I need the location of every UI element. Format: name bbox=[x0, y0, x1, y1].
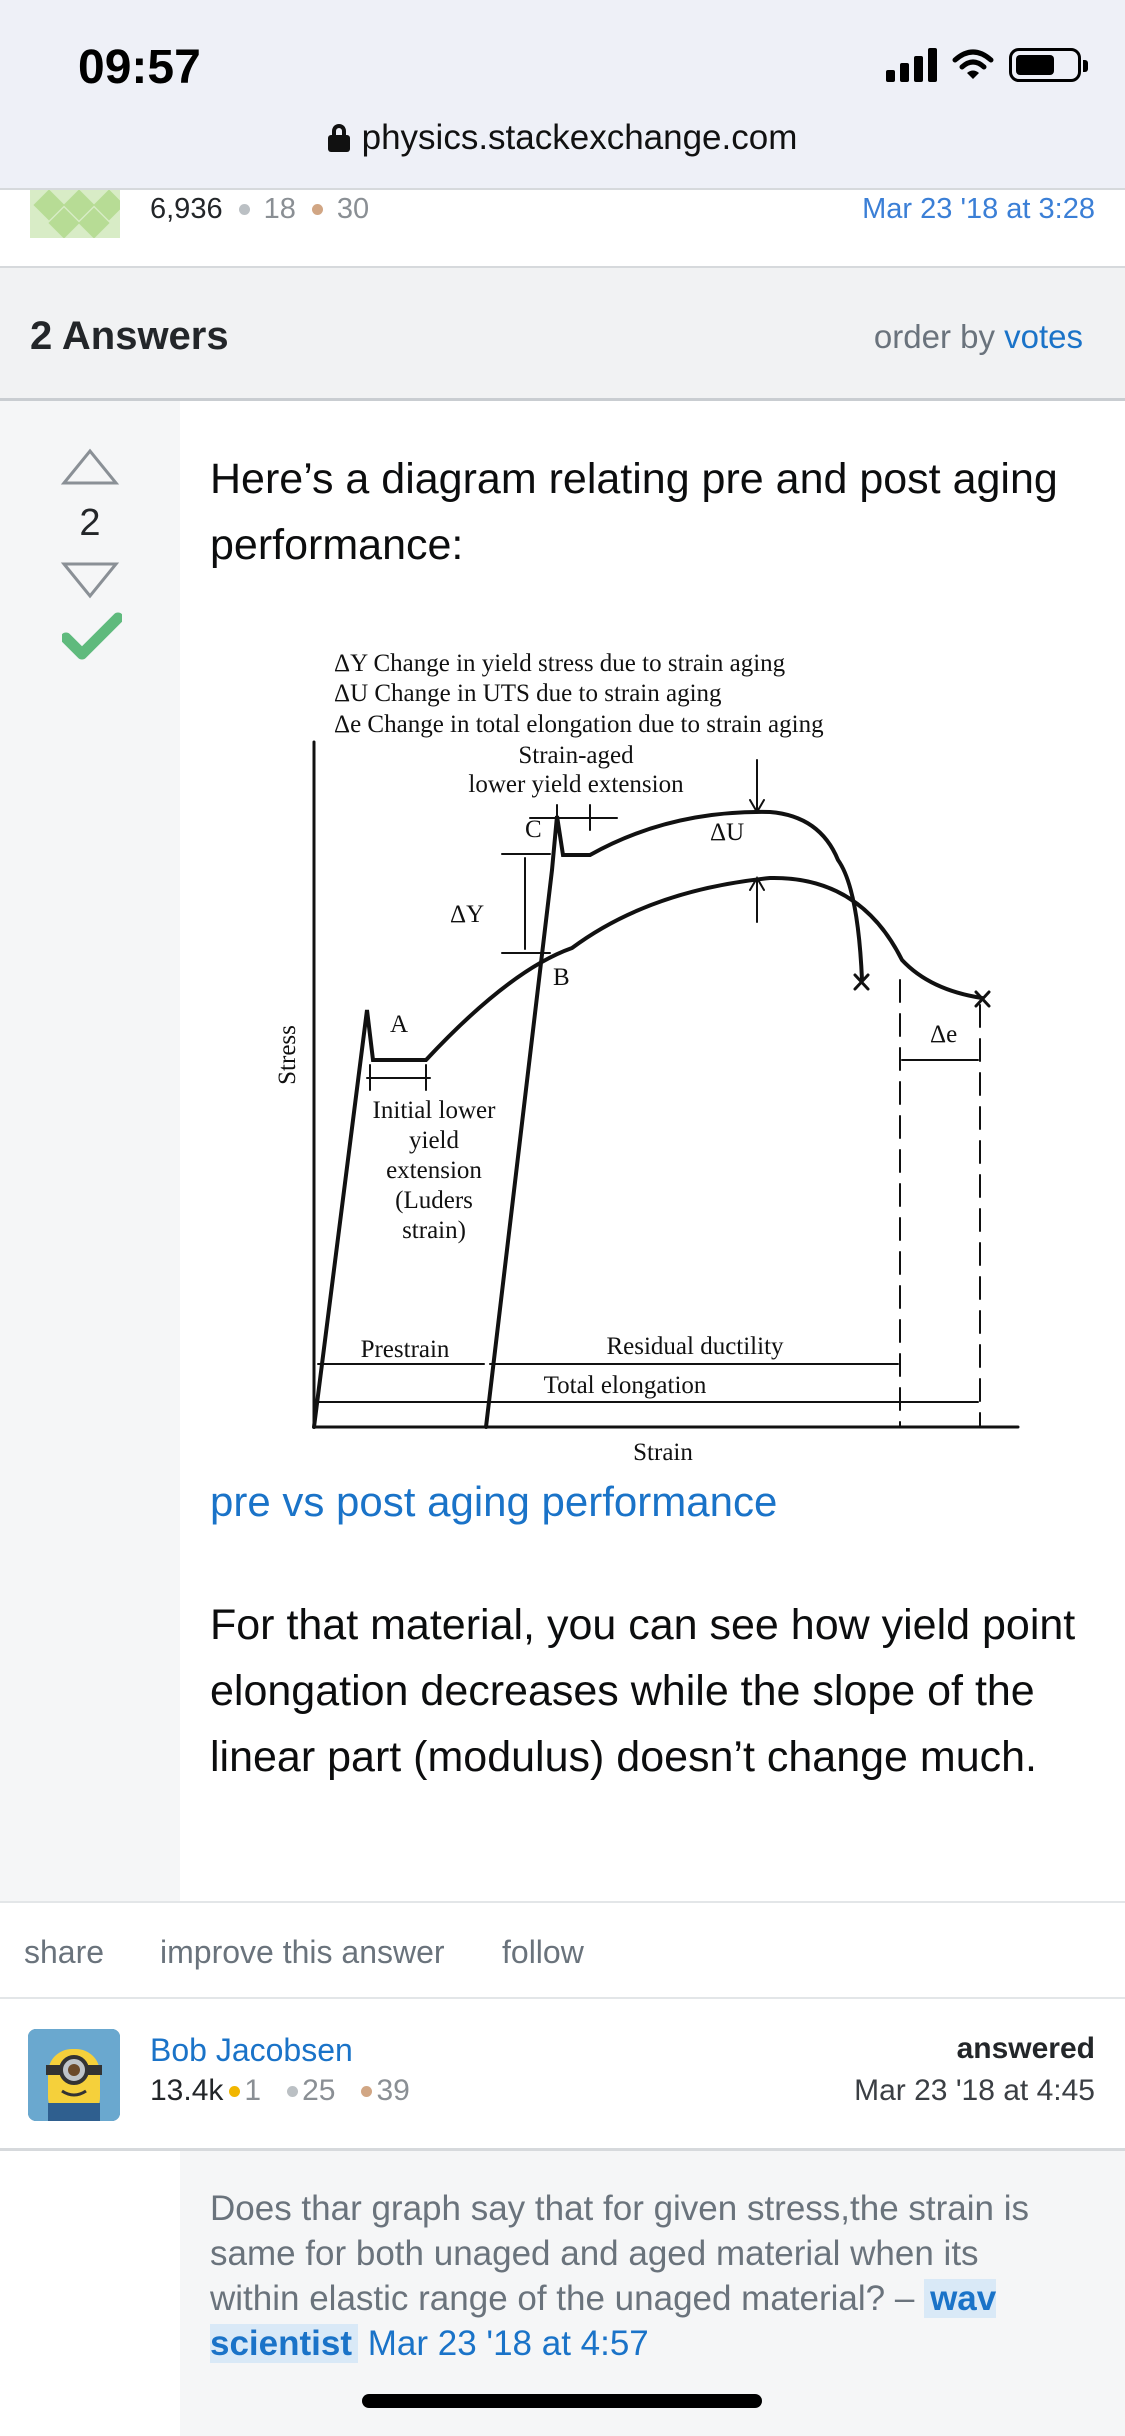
owner-rep-score: 6,936 bbox=[150, 193, 223, 225]
question-owner-reputation bbox=[150, 193, 369, 226]
question-date[interactable]: Mar 23 '18 at 3:28 bbox=[862, 193, 1095, 225]
answerer-gold-count: 1 bbox=[244, 2074, 262, 2107]
legend-delta-e: Δe Change in total elongation due to strain aging bbox=[334, 711, 824, 738]
answerer-card bbox=[0, 1999, 1125, 2151]
delta-u-label: ΔU bbox=[710, 819, 745, 846]
comment-date-link[interactable]: Mar 23 '18 at 4:57 bbox=[367, 2324, 649, 2363]
comment-text: Does thar graph say that for given stress,the strain is same for both unaged and aged material when its within elastic range of the unaged material? – bbox=[210, 2189, 1029, 2318]
cellular-signal-icon bbox=[886, 48, 937, 82]
delta-y-label: ΔY bbox=[450, 901, 485, 928]
order-by-label: order by bbox=[873, 318, 995, 355]
comment-user-link[interactable]: wav scientist bbox=[210, 2279, 997, 2363]
share-link[interactable]: share bbox=[24, 1934, 105, 1970]
upvote-arrow-icon[interactable] bbox=[60, 447, 120, 487]
point-b-label: B bbox=[553, 964, 570, 991]
stress-axis-label: Stress bbox=[274, 1025, 301, 1085]
legend-delta-u: ΔU Change in UTS due to strain aging bbox=[334, 680, 722, 707]
improve-answer-link[interactable]: improve this answer bbox=[160, 1934, 445, 1970]
follow-link[interactable]: follow bbox=[502, 1934, 584, 1970]
accepted-check-icon bbox=[62, 612, 122, 662]
point-c-label: C bbox=[525, 816, 542, 843]
question-owner-avatar[interactable] bbox=[30, 190, 120, 238]
owner-silver-count: 18 bbox=[263, 193, 296, 225]
status-icons bbox=[886, 48, 1081, 82]
strain-aging-diagram[interactable] bbox=[250, 640, 1040, 1480]
gold-badge-icon bbox=[229, 2086, 240, 2097]
answers-count-title: 2 Answers bbox=[30, 314, 229, 358]
answerer-name-link[interactable]: Bob Jacobsen bbox=[150, 2032, 353, 2068]
bronze-badge-icon bbox=[361, 2086, 372, 2097]
answerer-avatar[interactable] bbox=[28, 2029, 120, 2121]
answer-intro-text: Here’s a diagram relating pre and post aging performance: bbox=[210, 455, 1058, 569]
answer-date[interactable]: Mar 23 '18 at 4:45 bbox=[854, 2074, 1095, 2107]
legend-delta-y: ΔY Change in yield stress due to strain aging bbox=[334, 650, 786, 677]
initial-yield-label-2: yield bbox=[409, 1127, 459, 1154]
delta-e-label: Δe bbox=[930, 1021, 958, 1048]
initial-yield-label-5: strain) bbox=[402, 1217, 466, 1244]
url-text: physics.stackexchange.com bbox=[361, 118, 798, 157]
prestrain-label: Prestrain bbox=[360, 1336, 450, 1363]
total-elongation-label: Total elongation bbox=[543, 1372, 707, 1399]
comment bbox=[210, 2186, 1040, 2366]
answerer-silver-count: 25 bbox=[302, 2074, 336, 2107]
strain-aged-label-2: lower yield extension bbox=[468, 771, 684, 798]
browser-top-bar bbox=[0, 0, 1125, 190]
owner-bronze-count: 30 bbox=[336, 193, 370, 225]
answer-actions-row bbox=[0, 1901, 1125, 1999]
address-bar[interactable] bbox=[0, 118, 1125, 158]
order-by-votes-link[interactable]: votes bbox=[1004, 318, 1083, 355]
downvote-arrow-icon[interactable] bbox=[60, 560, 120, 600]
lock-icon bbox=[328, 124, 350, 152]
initial-yield-label-1: Initial lower bbox=[372, 1097, 496, 1124]
point-a-label: A bbox=[390, 1011, 409, 1038]
answerer-rep-score: 13.4k bbox=[150, 2074, 224, 2107]
battery-icon bbox=[1009, 48, 1081, 82]
image-caption-link[interactable]: pre vs post aging performance bbox=[210, 1478, 778, 1525]
initial-yield-label-4: (Luders bbox=[395, 1187, 473, 1214]
order-by-control[interactable] bbox=[874, 318, 1083, 356]
answer-body-text: For that material, you can see how yield point elongation decreases while the slope of the linear part (modulus) doesn’t change much. bbox=[210, 1601, 1076, 1781]
bronze-badge-icon bbox=[312, 204, 323, 215]
initial-yield-label-3: extension bbox=[386, 1157, 482, 1184]
answers-header bbox=[0, 266, 1125, 401]
residual-ductility-label: Residual ductility bbox=[606, 1333, 784, 1360]
answered-label: answered bbox=[956, 2032, 1095, 2065]
status-time: 09:57 bbox=[78, 41, 201, 94]
answerer-bronze-count: 39 bbox=[376, 2074, 410, 2107]
answerer-reputation bbox=[150, 2074, 410, 2108]
strain-aged-label-1: Strain-aged bbox=[518, 742, 634, 769]
home-indicator[interactable] bbox=[362, 2394, 762, 2408]
strain-axis-label: Strain bbox=[633, 1439, 693, 1466]
vote-count: 2 bbox=[79, 502, 101, 544]
wifi-icon bbox=[951, 48, 995, 82]
silver-badge-icon bbox=[239, 204, 250, 215]
silver-badge-icon bbox=[287, 2086, 298, 2097]
